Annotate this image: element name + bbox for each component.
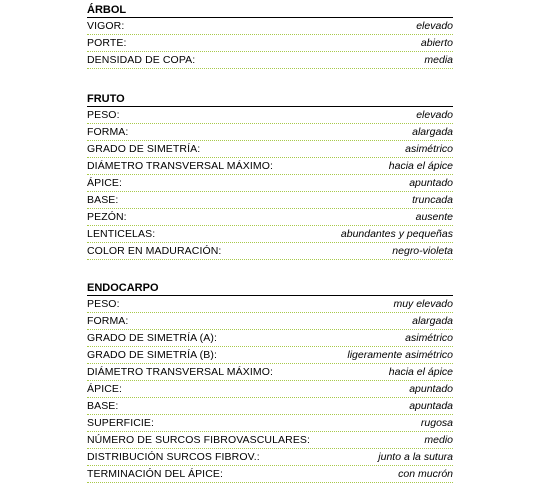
table-row — [87, 35, 453, 52]
row-label: BASE: — [87, 194, 119, 206]
table-row — [87, 141, 453, 158]
table-row — [87, 466, 453, 483]
table-row — [87, 243, 453, 260]
table-row — [87, 192, 453, 209]
row-value: hacia el ápice — [388, 160, 453, 172]
table-row — [87, 52, 453, 69]
section-endocarpo — [87, 278, 453, 483]
section-title: FRUTO — [87, 89, 453, 107]
characteristics-sheet — [87, 0, 453, 483]
row-value: ligeramente asimétrico — [347, 349, 453, 361]
table-row — [87, 347, 453, 364]
row-label: VIGOR: — [87, 20, 125, 32]
table-row — [87, 226, 453, 243]
row-label: DIÁMETRO TRANSVERSAL MÁXIMO: — [87, 366, 273, 378]
row-value: muy elevado — [393, 298, 453, 310]
row-value: abierto — [420, 37, 453, 49]
table-row — [87, 124, 453, 141]
table-row — [87, 158, 453, 175]
table-row — [87, 296, 453, 313]
row-value: alargada — [412, 315, 453, 327]
section-title: ENDOCARPO — [87, 278, 453, 296]
row-label: BASE: — [87, 400, 119, 412]
row-value: elevado — [416, 109, 453, 121]
row-value: apuntado — [409, 383, 453, 395]
row-value: apuntado — [409, 177, 453, 189]
section-spacer — [87, 260, 453, 278]
row-label: PESO: — [87, 109, 120, 121]
section-arbol — [87, 0, 453, 69]
row-label: GRADO DE SIMETRÍA (A): — [87, 332, 217, 344]
row-value: medio — [424, 434, 453, 446]
section-fruto — [87, 89, 453, 260]
table-row — [87, 449, 453, 466]
row-label: TERMINACIÓN DEL ÁPICE: — [87, 468, 223, 480]
row-label: COLOR EN MADURACIÓN: — [87, 245, 222, 257]
row-label: DISTRIBUCIÓN SURCOS FIBROV.: — [87, 451, 260, 463]
table-row — [87, 415, 453, 432]
row-value: rugosa — [420, 417, 453, 429]
row-value: ausente — [415, 211, 453, 223]
row-label: PEZÓN: — [87, 211, 127, 223]
row-value: negro-violeta — [392, 245, 453, 257]
row-value: junto a la sutura — [378, 451, 453, 463]
row-value: elevado — [416, 20, 453, 32]
table-row — [87, 175, 453, 192]
table-row — [87, 432, 453, 449]
row-value: abundantes y pequeñas — [340, 228, 453, 240]
row-label: GRADO DE SIMETRÍA: — [87, 143, 201, 155]
row-value: truncada — [412, 194, 453, 206]
row-value: alargada — [412, 126, 453, 138]
row-label: PESO: — [87, 298, 120, 310]
section-spacer — [87, 69, 453, 89]
row-label: DIÁMETRO TRANSVERSAL MÁXIMO: — [87, 160, 273, 172]
table-row — [87, 209, 453, 226]
table-row — [87, 398, 453, 415]
section-title: ÁRBOL — [87, 0, 453, 18]
row-value: apuntada — [409, 400, 453, 412]
row-label: SUPERFICIE: — [87, 417, 155, 429]
row-label: FORMA: — [87, 315, 129, 327]
table-row — [87, 18, 453, 35]
row-value: hacia el ápice — [388, 366, 453, 378]
row-label: ÁPICE: — [87, 177, 123, 189]
row-value: asimétrico — [405, 332, 453, 344]
row-label: DENSIDAD DE COPA: — [87, 54, 196, 66]
row-label: NÚMERO DE SURCOS FIBROVASCULARES: — [87, 434, 311, 446]
table-row — [87, 107, 453, 124]
row-label: FORMA: — [87, 126, 129, 138]
row-label: ÁPICE: — [87, 383, 123, 395]
table-row — [87, 364, 453, 381]
table-row — [87, 330, 453, 347]
table-row — [87, 313, 453, 330]
row-label: PORTE: — [87, 37, 127, 49]
row-value: con mucrón — [398, 468, 453, 480]
row-value: media — [424, 54, 453, 66]
row-label: GRADO DE SIMETRÍA (B): — [87, 349, 217, 361]
row-value: asimétrico — [405, 143, 453, 155]
table-row — [87, 381, 453, 398]
row-label: LENTICELAS: — [87, 228, 156, 240]
